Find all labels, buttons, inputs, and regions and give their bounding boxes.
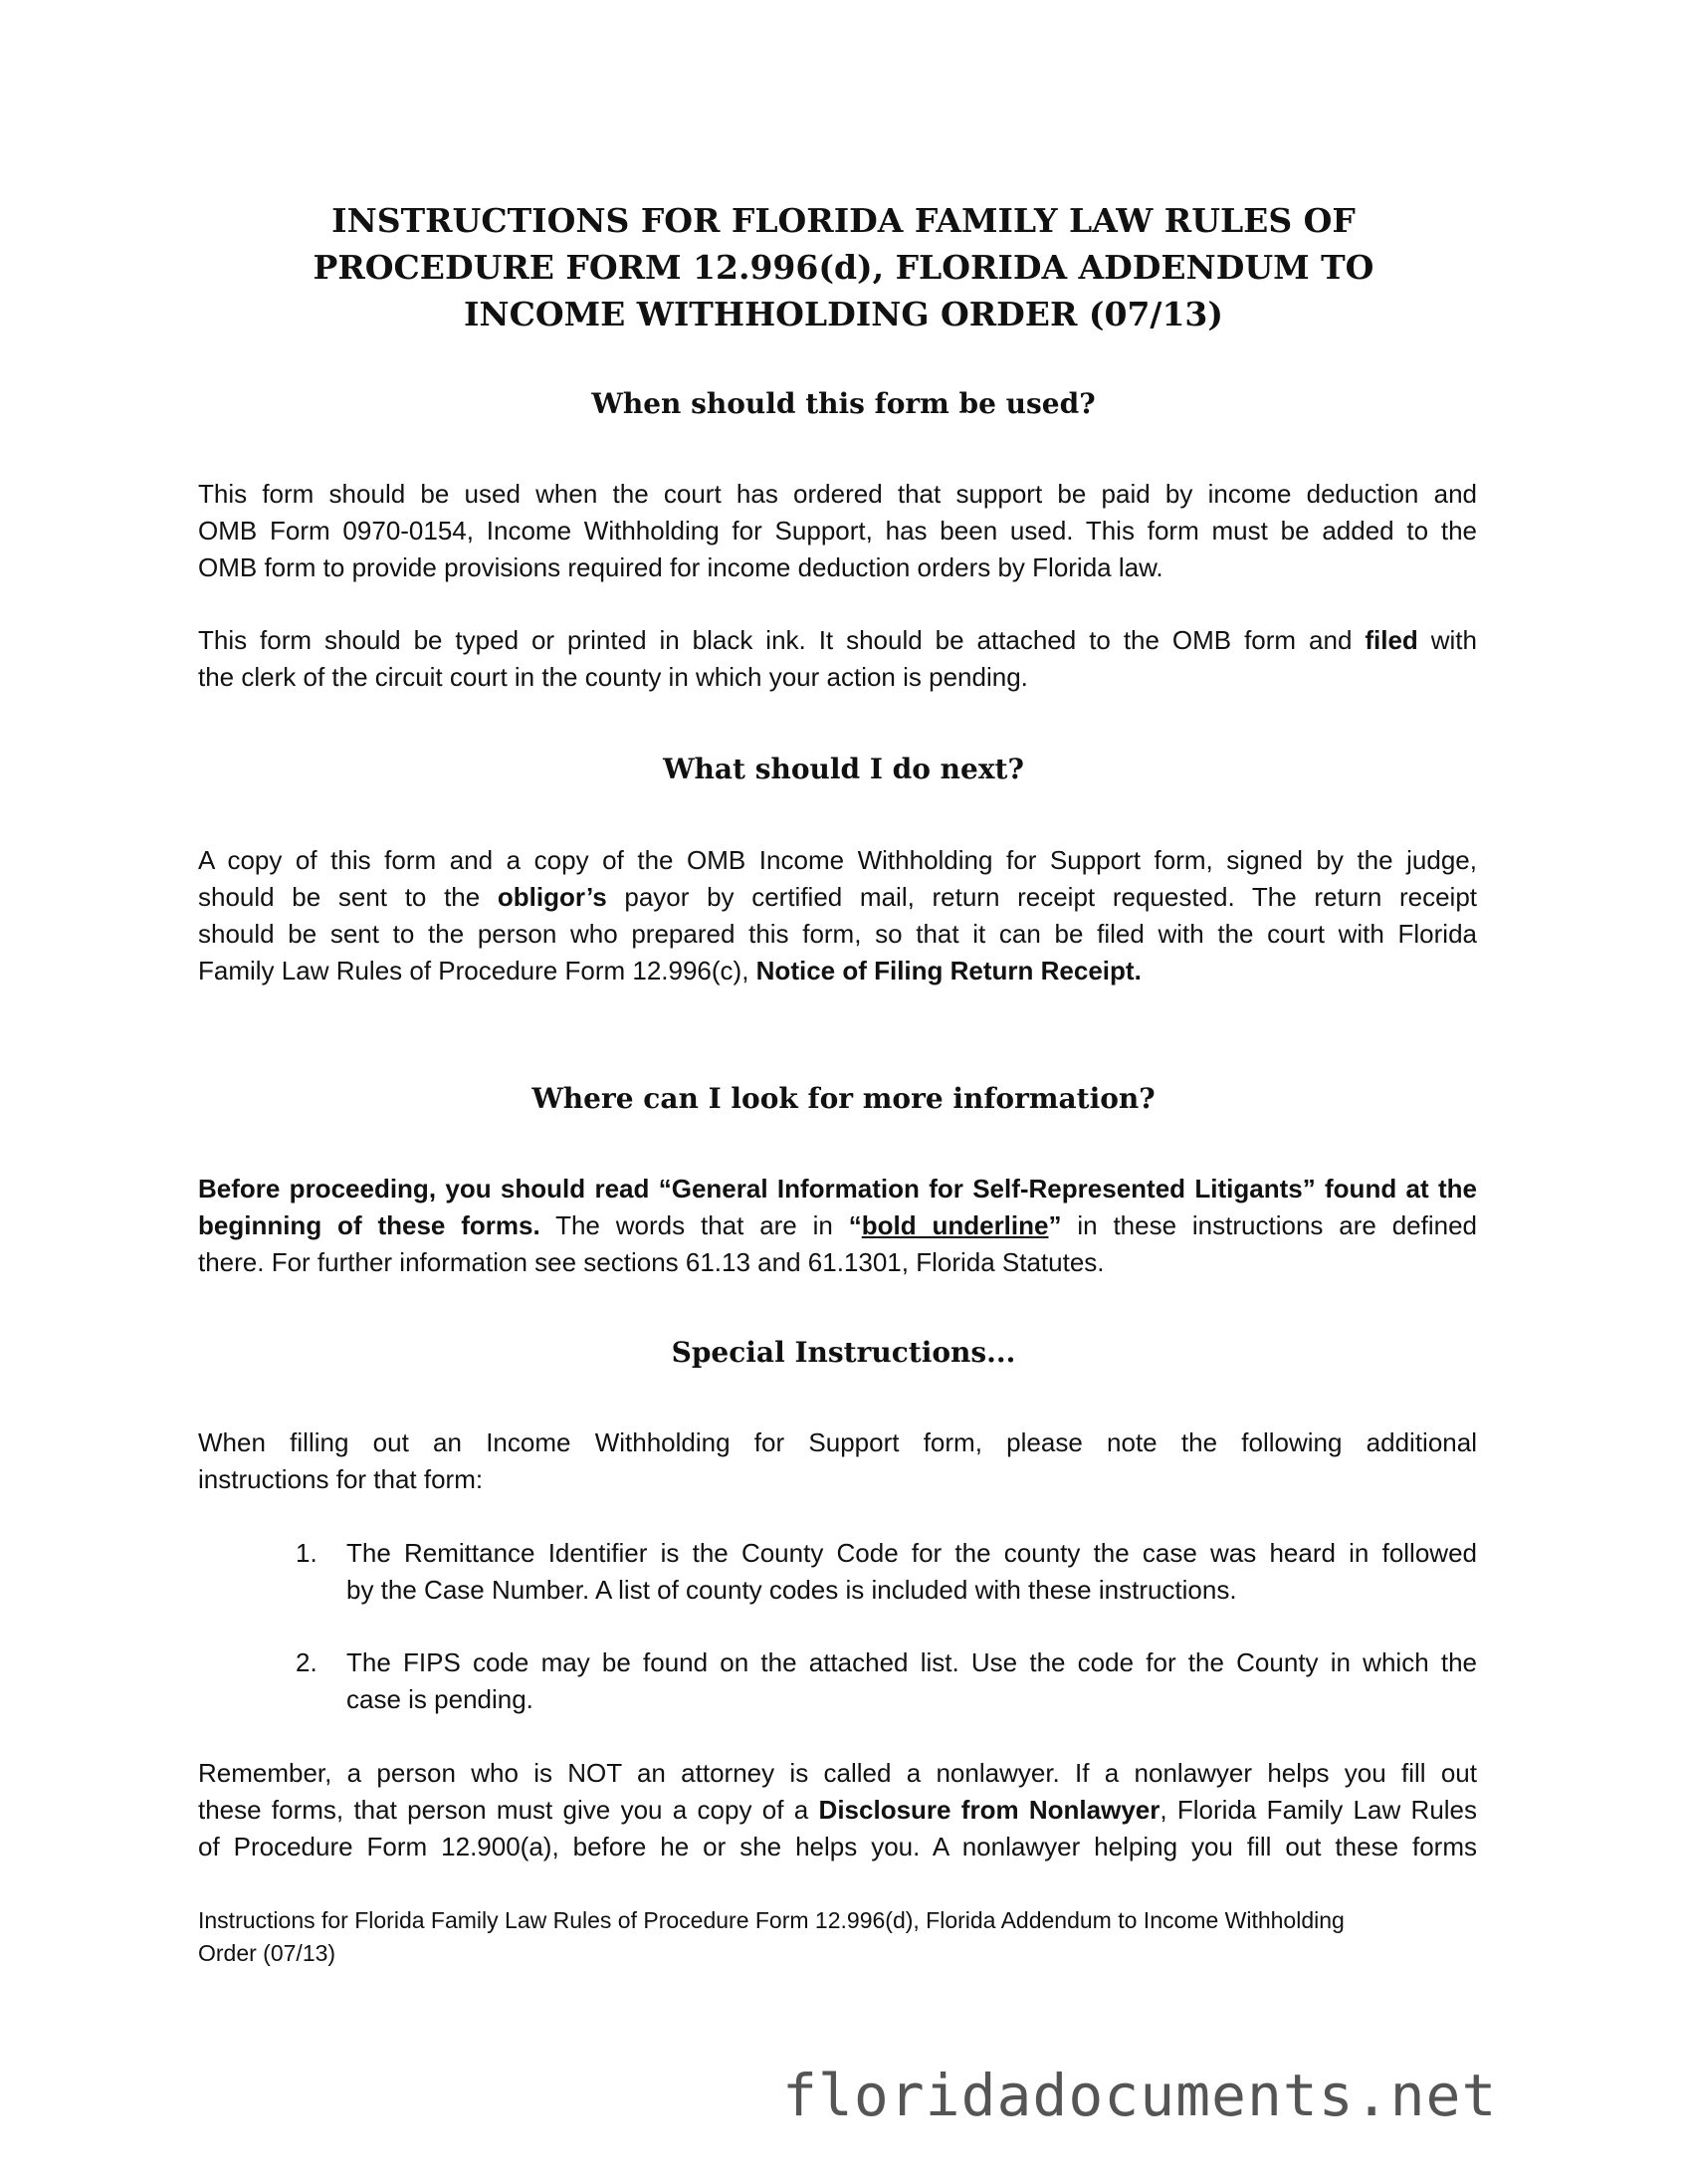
term-notice-of-filing: Notice of Filing Return Receipt. [755, 956, 1142, 985]
term-obligor: obligor’s [497, 882, 607, 912]
term-disclosure-from-nonlawyer: Disclosure from Nonlawyer [818, 1795, 1160, 1825]
paragraph-special-intro: When filling out an Income Withholding for Support form, please note the following additional instructions for that form: [198, 1427, 1477, 1494]
heading-what-next: What should I do next? [663, 753, 1024, 785]
title-line-1: INSTRUCTIONS FOR FLORIDA FAMILY LAW RULES OF [331, 201, 1356, 240]
paragraph-remember: Remember, a person who is NOT an attorney is called a nonlawyer. If a nonlawyer helps you fill out these forms, that person must give you a copy of a Disclosure from Nonlawyer, Florida Family Law Rules of Procedure Form 12.900(a), before he or she helps you. A nonlawyer helping you fill out these forms [198, 1758, 1478, 1861]
paragraph-filing: This form should be typed or printed in black ink. It should be attached to the OMB form and filed with the clerk of the circuit court in the county in which your action is pending. [198, 625, 1477, 692]
title-line-3: INCOME WITHHOLDING ORDER (07/13) [463, 295, 1223, 333]
list-item: 2. The FIPS code may be found on the attached list. Use the code for the County in which the case is pending. [296, 1647, 1477, 1714]
page-footer: Instructions for Florida Family Law Rules of Procedure Form 12.996(d), Florida Addendum to Income Withholding Order (07/13) [198, 1907, 1345, 1966]
term-bold-underline: bold underline [861, 1210, 1049, 1240]
list-item: 1. The Remittance Identifier is the County Code for the county the case was heard in followed by the Case Number. A list of county codes is included with these instructions. [296, 1538, 1477, 1605]
special-instructions-list [296, 1535, 1477, 1718]
watermark: floridadocuments.net [782, 2062, 1498, 2129]
heading-when-used: When should this form be used? [591, 387, 1096, 420]
title-line-2: PROCEDURE FORM 12.996(d), FLORIDA ADDENDUM TO [313, 248, 1374, 287]
paragraph-what-next: A copy of this form and a copy of the OMB Income Withholding for Support form, signed by the judge, should be sent to the obligor’s payor by certified mail, return receipt requested. The return receipt should be sent to the person who prepared this form, so that it can be filed with the court with Florida Family Law Rules of Procedure Form 12.996(c), Notice of Filing Return Receipt. [198, 845, 1478, 985]
page-title [199, 197, 1488, 337]
heading-more-info: Where can I look for more information? [531, 1082, 1156, 1115]
term-filed: filed [1365, 625, 1418, 655]
heading-special-instructions: Special Instructions... [671, 1336, 1016, 1369]
paragraph-when-used: This form should be used when the court has ordered that support be paid by income deduction and OMB Form 0970-0154, Income Withholding for Support, has been used. This form must be added to the OMB form to provide provisions required for income deduction orders by Florida law. [198, 479, 1477, 582]
paragraph-more-info: Before proceeding, you should read “General Information for Self-Represented Litigants” found at the beginning of these forms. The words that are in “bold underline” in these instructions are defined there. For further information see sections 61.13 and 61.1301, Florida Statutes. [198, 1174, 1477, 1277]
